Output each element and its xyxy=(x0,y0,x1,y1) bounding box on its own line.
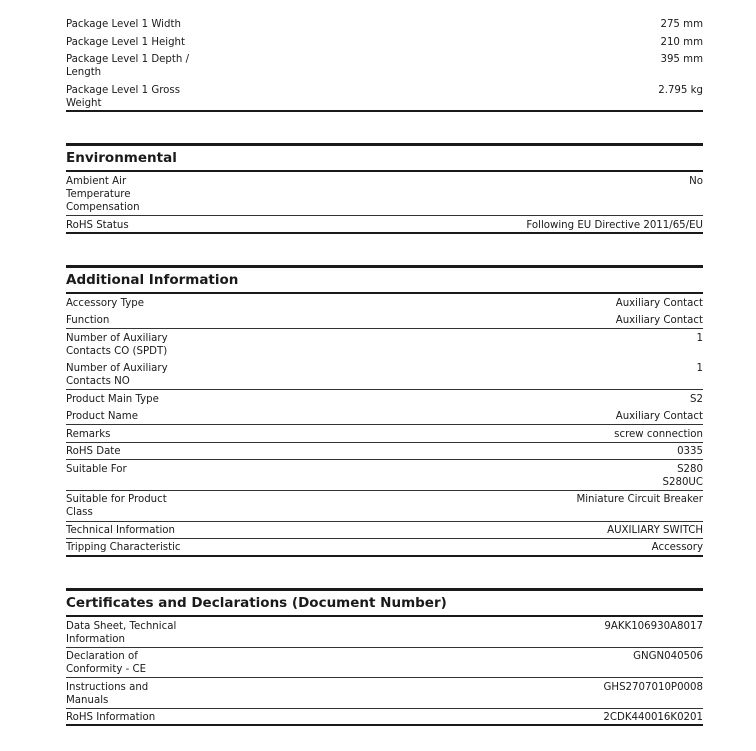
section-top-rule xyxy=(66,265,703,268)
section-end-rule xyxy=(66,232,703,234)
row-divider xyxy=(66,521,703,522)
row-divider xyxy=(66,677,703,678)
spec-value: screw connection xyxy=(614,429,703,440)
spec-label: Ambient Air Temperature Compensation xyxy=(66,176,140,213)
section-header-rule xyxy=(66,292,703,294)
spec-value: 275 mm xyxy=(660,19,703,30)
spec-label: Tripping Characteristic xyxy=(66,542,181,553)
spec-label: Product Name xyxy=(66,411,138,422)
spec-value: No xyxy=(689,176,703,187)
spec-label: Suitable For xyxy=(66,464,127,475)
spec-value: Auxiliary Contact xyxy=(615,298,703,309)
spec-value: 0335 xyxy=(677,446,703,457)
spec-value: 2.795 kg xyxy=(658,85,703,96)
row-divider xyxy=(66,459,703,460)
spec-value: Accessory xyxy=(651,542,703,553)
row-divider xyxy=(66,424,703,425)
spec-label: Function xyxy=(66,315,110,326)
spec-label: Package Level 1 Depth / Length xyxy=(66,54,190,78)
spec-value: 1 xyxy=(696,333,703,344)
spec-label: Number of Auxiliary Contacts NO xyxy=(66,363,168,387)
row-divider xyxy=(66,442,703,443)
spec-label: Number of Auxiliary Contacts CO (SPDT) xyxy=(66,333,168,357)
spec-label: RoHS Information xyxy=(66,712,156,723)
spec-label: Technical Information xyxy=(66,525,175,536)
spec-label: Remarks xyxy=(66,429,111,440)
spec-value: S2 xyxy=(690,394,703,405)
spec-label: Accessory Type xyxy=(66,298,144,309)
row-divider xyxy=(66,708,703,709)
spec-value: Following EU Directive 2011/65/EU xyxy=(526,220,703,231)
document-number: 9AKK106930A8017 xyxy=(604,621,703,632)
spec-value: Auxiliary Contact xyxy=(615,411,703,422)
spec-value: Auxiliary Contact xyxy=(615,315,703,326)
section-header-rule xyxy=(66,615,703,617)
spec-value: 395 mm xyxy=(660,54,703,65)
spec-label: Declaration of Conformity - CE xyxy=(66,651,147,675)
section-top-rule xyxy=(66,588,703,591)
section-end-rule xyxy=(66,724,703,726)
spec-label: Product Main Type xyxy=(66,394,159,405)
spec-label: RoHS Status xyxy=(66,220,129,231)
spec-value: 210 mm xyxy=(660,37,703,48)
row-divider xyxy=(66,328,703,329)
document-number: GNGN040506 xyxy=(633,651,703,662)
spec-label: Package Level 1 Gross Weight xyxy=(66,85,181,109)
document-number: GHS2707010P0008 xyxy=(603,682,703,693)
section-title-additional: Additional Information xyxy=(66,272,239,288)
row-divider xyxy=(66,490,703,491)
row-divider xyxy=(66,215,703,216)
spec-value: Miniature Circuit Breaker xyxy=(576,494,703,505)
spec-label: Package Level 1 Width xyxy=(66,19,181,30)
spec-value: S280 S280UC xyxy=(662,464,703,488)
spec-value: 1 xyxy=(696,363,703,374)
spec-label: Suitable for Product Class xyxy=(66,494,167,518)
spec-value: AUXILIARY SWITCH xyxy=(607,525,703,536)
section-header-rule xyxy=(66,170,703,172)
section-title-certificates: Certificates and Declarations (Document Number) xyxy=(66,595,447,611)
row-divider xyxy=(66,647,703,648)
document-number: 2CDK440016K0201 xyxy=(603,712,703,723)
section-end-rule xyxy=(66,110,703,112)
row-divider xyxy=(66,538,703,539)
spec-label: Data Sheet, Technical Information xyxy=(66,621,177,645)
spec-label: RoHS Date xyxy=(66,446,121,457)
spec-label: Package Level 1 Height xyxy=(66,37,185,48)
section-top-rule xyxy=(66,143,703,146)
row-divider xyxy=(66,389,703,390)
spec-label: Instructions and Manuals xyxy=(66,682,149,706)
section-title-environmental: Environmental xyxy=(66,150,177,166)
section-end-rule xyxy=(66,555,703,557)
